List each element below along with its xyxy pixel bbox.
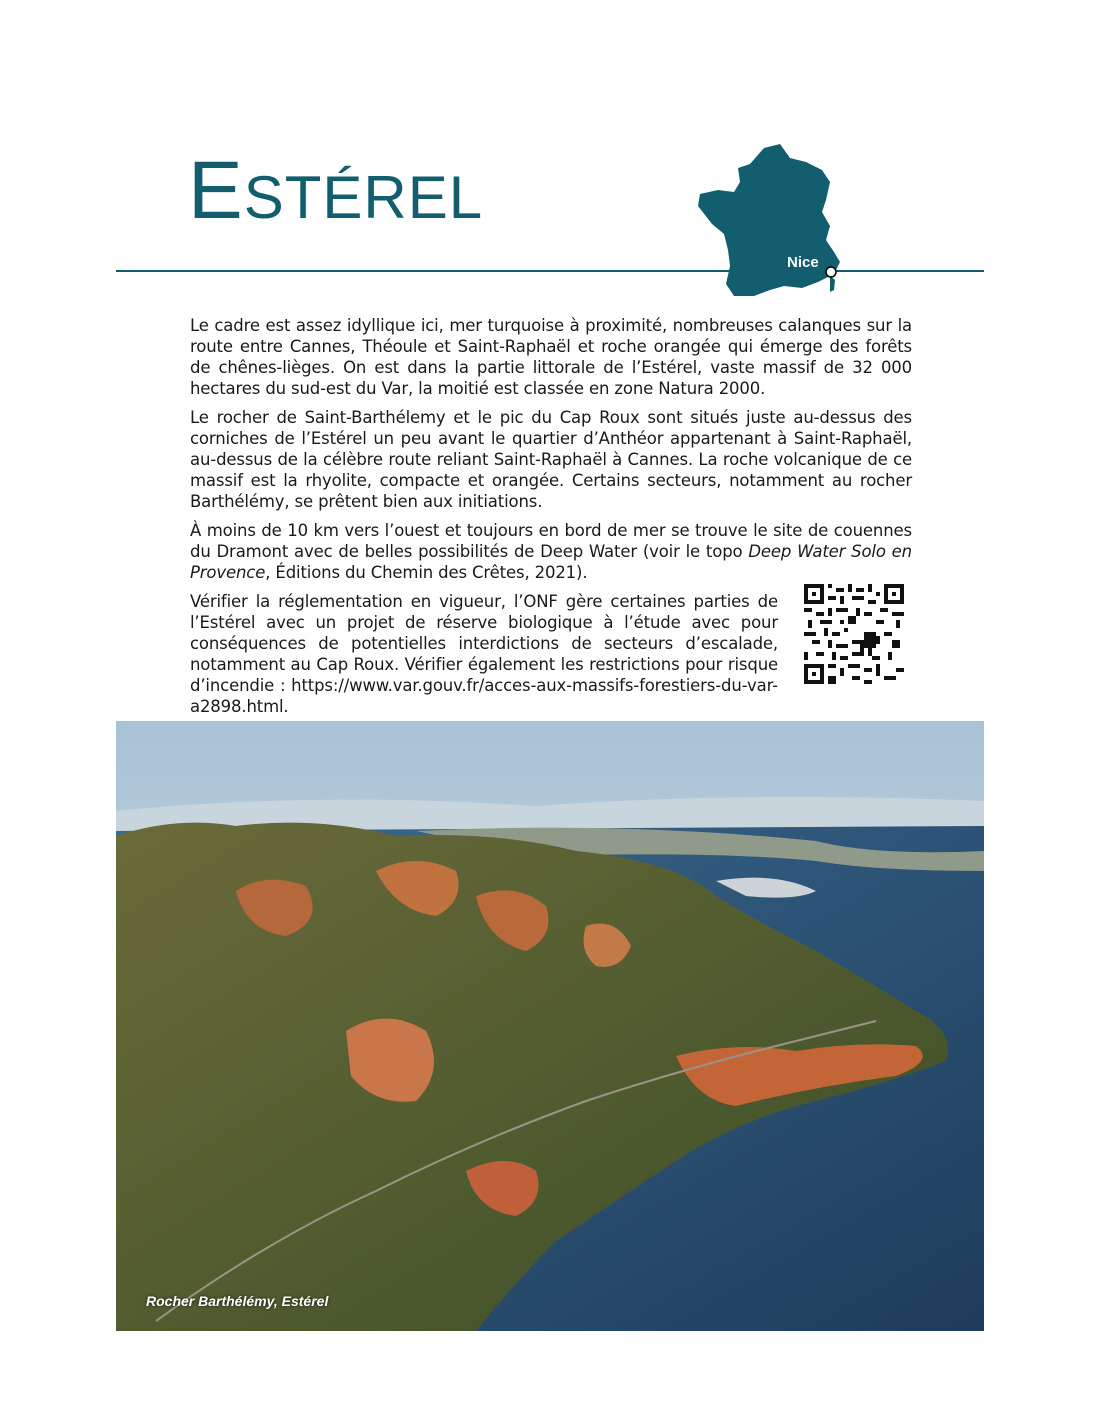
p3-text-before: À moins de 10 km vers l’ouest et toujours en bord de mer se trouve le site de couennes du Dramont avec de belles possibilités de Deep Water (voir le topo [190, 521, 912, 561]
map-city-label: Nice [787, 254, 819, 271]
paragraph-1: Le cadre est assez idyllique ici, mer turquoise à proximité, nombreuses calanques sur la route entre Cannes, Théoule et Saint-Raphaël et roche orangée qui émerge des forêts de chênes-lièges. On est dans la partie littorale de l’Estérel, vaste massif de 32 000 hectares du sud-est du Var, la moitié est classée en zone Natura 2000. [190, 316, 912, 398]
landscape-photo [116, 721, 984, 1331]
topo-title: Deep Water Solo en Provence [190, 542, 912, 582]
france-map-icon [694, 140, 844, 300]
title-divider [116, 270, 984, 272]
p3-text-after: , Éditions du Chemin des Crêtes, 2021). [265, 563, 588, 582]
paragraph-2: Le rocher de Saint-Barthélemy et le pic du Cap Roux sont situés juste au-dessus des corniches de l’Estérel un peu avant le quartier d’Anthéor appartenant à Saint-Raphaël, au-dessus de la célèbre route reliant Saint-Raphaël à Cannes. La roche volcanique de ce massif est la rhyolite, compacte et orangée. Certains secteurs, notamment au rocher Barthélémy, se prêtent bien aux initiations. [190, 408, 912, 511]
qr-code-icon[interactable] [804, 584, 904, 684]
title-rest: STÉREL [243, 164, 484, 231]
page-title [188, 145, 484, 236]
title-initial: E [188, 145, 244, 236]
paragraph-3 [190, 520, 912, 583]
photo-caption: Rocher Barthélémy, Estérel [146, 1293, 329, 1309]
paragraph-4: Vérifier la réglementation en vigueur, l’ONF gère certaines parties de l’Estérel avec un projet de réserve biologique à l’étude avec pour conséquences de potentielles interdictions de secteurs d’escalade, notamment au Cap Roux. Vérifier également les restrictions pour risque d’incendie : https://www.var.gouv.fr/acces-aux-massifs-forestiers-du-var-a2898.html. [190, 592, 778, 716]
